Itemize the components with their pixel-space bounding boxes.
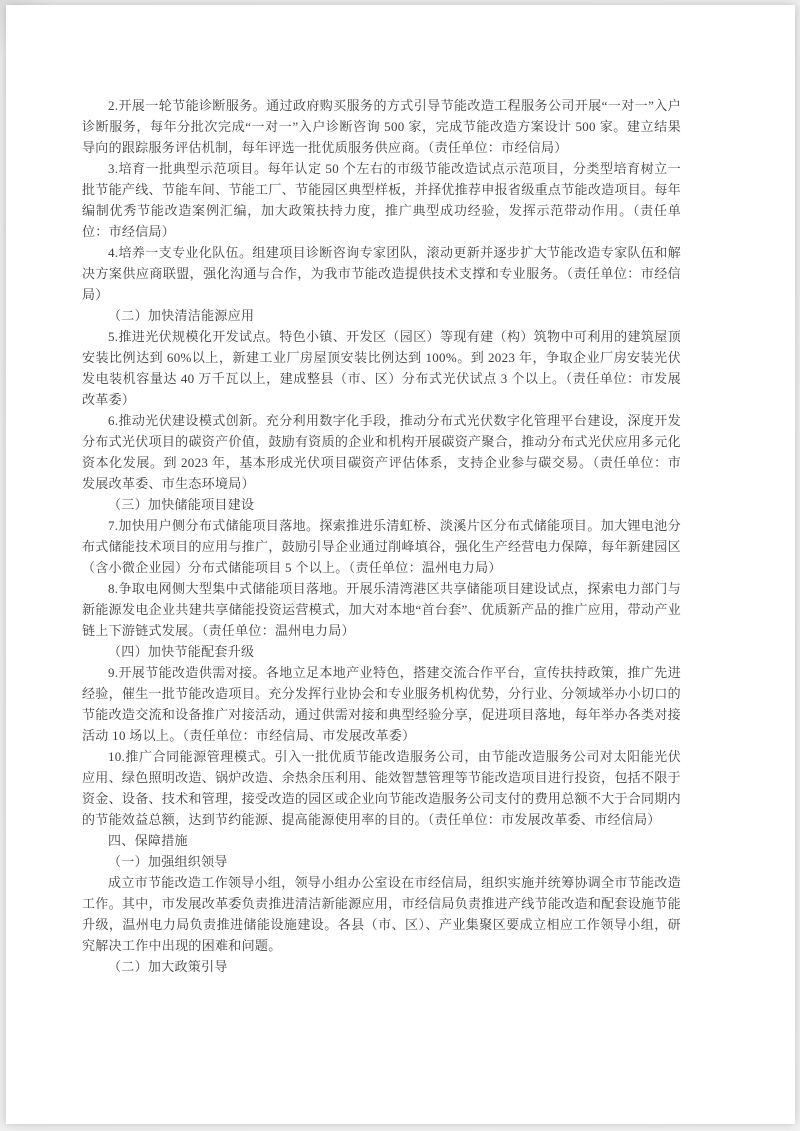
- paragraph-10-energy-management-contract: 10.推广合同能源管理模式。引入一批优质节能改造服务公司，由节能改造服务公司对太阳能光伏应用、绿色照明改造、锅炉改造、余热余压利用、能效智慧管理等节能改造项目进行投资，包括不限于资金、设备、技术和管理，接受改造的园区或企业向节能改造服务公司支付的费用总额不大于合同期内的节能效益总额，达到节约能源、提高能源使用率的目的。（责任单位：市发展改革委、市经信局）: [82, 749, 681, 827]
- section-heading-policy-guidance: （二）加大政策引导: [108, 959, 228, 974]
- paragraph-leading-group: 成立市节能改造工作领导小组，领导小组办公室设在市经信局，组织实施并统筹协调全市节能改造工作。其中，市发展改革委负责推进清洁新能源应用，市经信局负责推进产线节能改造和配套设施节能升级，温州电力局负责推进储能设施建设。各县（市、区）、产业集聚区要成立相应工作领导小组，研究解决工作中出现的困难和问题。: [82, 875, 681, 953]
- document-body: [6, 5, 795, 977]
- document-page: [6, 5, 795, 1124]
- paragraph-5-pv-pilot: 5.推进光伏规模化开发试点。特色小镇、开发区（园区）等现有建（构）筑物中可利用的建筑屋顶安装比例达到 60%以上，新建工业厂房屋顶安装比例达到 100%。到 2023 年，争取企业厂房安装光伏发电装机容量达 40 万千瓦以上，建成整县（市、区）分布式光伏试点 3 个以上。（责任单位：市发展改革委）: [82, 329, 681, 407]
- section-heading-clean-energy: （二）加快清洁能源应用: [108, 308, 255, 323]
- section-heading-organization-leadership: （一）加强组织领导: [108, 854, 228, 869]
- section-heading-safeguard-measures: 四、保障措施: [108, 833, 188, 848]
- paragraph-8-grid-side-storage: 8.争取电网侧大型集中式储能项目落地。开展乐清湾港区共享储能项目建设试点，探索电力部门与新能源发电企业共建共享储能投资运营模式，加大对本地“首台套”、优质新产品的推广应用，带动产业链上下游链式发展。（责任单位：温州电力局）: [82, 581, 681, 638]
- paragraph-2-diagnosis-service: 2.开展一轮节能诊断服务。通过政府购买服务的方式引导节能改造工程服务公司开展“一对一”入户诊断服务，每年分批次完成“一对一”入户诊断咨询 500 家，完成节能改造方案设计 500 家。建立结果导向的跟踪服务评估机制，每年评选一批优质服务供应商。（责任单位：市经信局）: [82, 98, 681, 155]
- section-heading-supporting-upgrade: （四）加快节能配套升级: [108, 644, 255, 659]
- paragraph-3-demo-projects: 3.培育一批典型示范项目。每年认定 50 个左右的市级节能改造试点示范项目，分类型培育树立一批节能产线、节能车间、节能工厂、节能园区典型样板，并择优推荐申报省级重点节能改造项目。每年编制优秀节能改造案例汇编，加大政策扶持力度，推广典型成功经验，发挥示范带动作用。（责任单位：市经信局）: [82, 161, 681, 239]
- paragraph-4-professional-team: 4.培养一支专业化队伍。组建项目诊断咨询专家团队，滚动更新并逐步扩大节能改造专家队伍和解决方案供应商联盟，强化沟通与合作，为我市节能改造提供技术支撑和专业服务。（责任单位：市经信局）: [82, 245, 681, 302]
- section-heading-energy-storage: （三）加快储能项目建设: [108, 497, 255, 512]
- paragraph-9-supply-demand-matching: 9.开展节能改造供需对接。各地立足本地产业特色，搭建交流合作平台，宣传扶持政策，推广先进经验，催生一批节能改造项目。充分发挥行业协会和专业服务机构优势，分行业、分领域举办小切口的节能改造交流和设备推广对接活动，通过供需对接和典型经验分享，促进项目落地，每年举办各类对接活动 10 场以上。（责任单位：市经信局、市发展改革委）: [82, 665, 681, 743]
- paragraph-6-pv-innovation: 6.推动光伏建设模式创新。充分利用数字化手段，推动分布式光伏数字化管理平台建设，深度开发分布式光伏项目的碳资产价值，鼓励有资质的企业和机构开展碳资产聚合，推动分布式光伏应用多元化资本化发展。到 2023 年，基本形成光伏项目碳资产评估体系，支持企业参与碳交易。（责任单位：市发展改革委、市生态环境局）: [82, 413, 681, 491]
- paragraph-7-user-side-storage: 7.加快用户侧分布式储能项目落地。探索推进乐清虹桥、淡溪片区分布式储能项目。加大锂电池分布式储能技术项目的应用与推广，鼓励引导企业通过削峰填谷，强化生产经营电力保障，每年新建园区（含小微企业园）分布式储能项目 5 个以上。（责任单位：温州电力局）: [82, 518, 681, 575]
